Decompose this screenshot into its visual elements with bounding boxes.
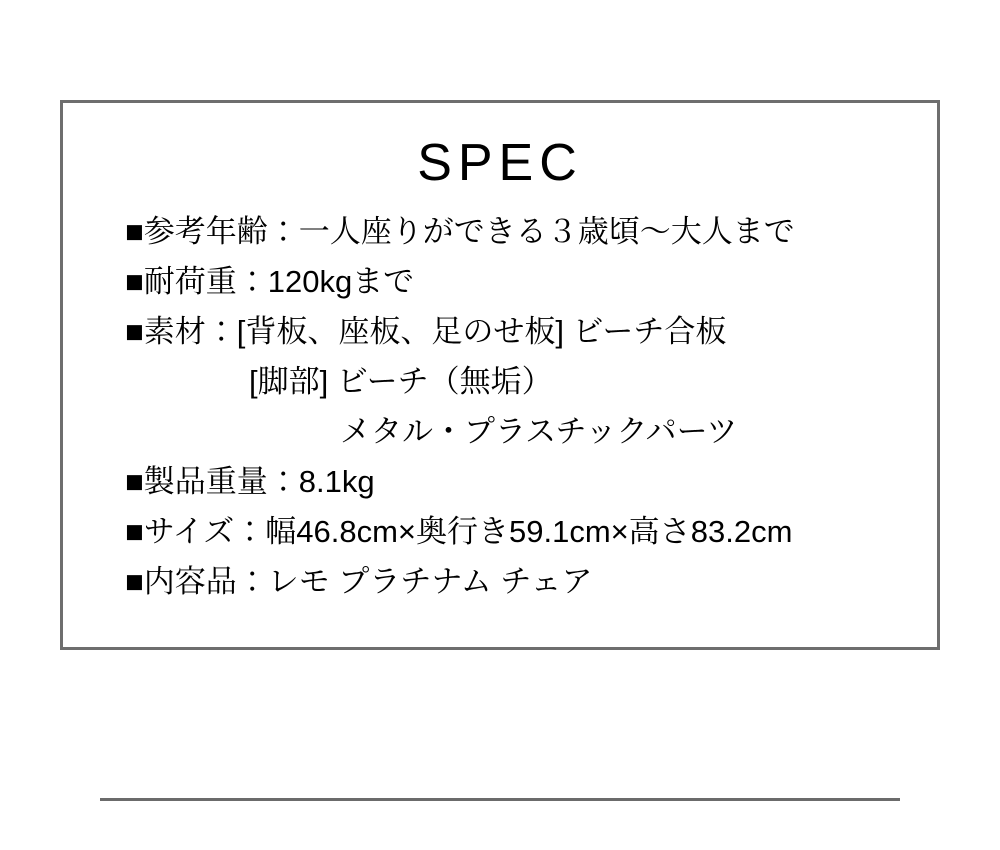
spec-line-product-weight: ■製品重量：8.1kg [125,464,375,499]
spec-title: SPEC [417,134,583,192]
bottom-divider [100,798,900,801]
spec-box [60,100,940,650]
spec-list [63,207,937,607]
spec-line-contents: ■内容品：レモ プラチナム チェア [125,564,593,599]
spec-line-size: ■サイズ：幅46.8cm×奥行き59.1cm×高さ83.2cm [125,514,793,549]
spec-line-material-parts: メタル・プラスチックパーツ [340,414,738,449]
spec-line-material: ■素材：[背板、座板、足のせ板] ビーチ合板 [125,314,727,349]
spec-line-load-capacity: ■耐荷重：120kgまで [125,264,415,299]
spec-line-material-legs: [脚部] ビーチ（無垢） [249,364,553,399]
spec-line-reference-age: ■参考年齢：一人座りができる３歳頃〜大人まで [125,214,795,249]
